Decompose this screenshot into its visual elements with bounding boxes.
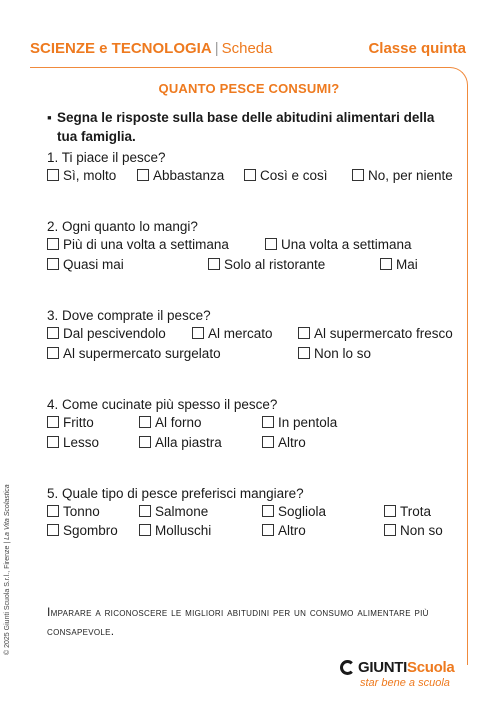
instruction-text: Segna le risposte sulla base delle abitudini alimentari della tua famiglia. xyxy=(57,110,435,144)
checkbox[interactable] xyxy=(47,238,59,250)
header-separator: | xyxy=(214,40,219,57)
q2-option-1[interactable]: Più di una volta a settimana xyxy=(47,237,229,255)
q4-option-6[interactable]: Altro xyxy=(262,435,306,453)
q4-option-3[interactable]: In pentola xyxy=(262,415,337,433)
checkbox[interactable] xyxy=(384,524,396,536)
logo-brand xyxy=(358,659,454,676)
q2-option-3[interactable]: Quasi mai xyxy=(47,257,124,275)
copyright-text: © 2025 Giunti Scuola S.r.l., Firenze | xyxy=(4,539,11,655)
q1-option-1[interactable]: Sì, molto xyxy=(47,168,116,186)
checkbox[interactable] xyxy=(262,416,274,428)
giunti-logo-icon xyxy=(340,660,355,675)
logo-brand-a: GIUNTI xyxy=(358,659,408,676)
checkbox[interactable] xyxy=(47,347,59,359)
publisher-logo xyxy=(340,660,470,700)
checkbox[interactable] xyxy=(139,416,151,428)
sheet-kind: Scheda xyxy=(221,40,273,57)
checkbox[interactable] xyxy=(262,524,274,536)
q4-option-4[interactable]: Lesso xyxy=(47,435,99,453)
checkbox[interactable] xyxy=(384,505,396,517)
q2-option-2[interactable]: Una volta a settimana xyxy=(265,237,412,255)
footer-note: Imparare a riconoscere le migliori abitudini per un consumo alimentare più consapevole. xyxy=(47,605,429,638)
instruction xyxy=(47,108,447,146)
q5-option-4[interactable]: Trota xyxy=(384,504,431,522)
copyright-publication: La Vita Scolastica xyxy=(4,484,11,540)
checkbox[interactable] xyxy=(380,258,392,270)
copyright-notice xyxy=(4,465,14,655)
checkbox[interactable] xyxy=(47,169,59,181)
checkbox[interactable] xyxy=(47,327,59,339)
checkbox[interactable] xyxy=(47,524,59,536)
checkbox[interactable] xyxy=(139,436,151,448)
checkbox[interactable] xyxy=(208,258,220,270)
checkbox[interactable] xyxy=(47,416,59,428)
class-level: Classe quinta xyxy=(368,40,466,57)
logo-tagline: star bene a scuola xyxy=(360,677,450,689)
question-1-title: 1. Ti piace il pesce? xyxy=(47,150,166,165)
checkbox[interactable] xyxy=(139,524,151,536)
page-header xyxy=(30,40,470,60)
q4-option-2[interactable]: Al forno xyxy=(139,415,202,433)
q5-option-2[interactable]: Salmone xyxy=(139,504,208,522)
q3-option-3[interactable]: Al supermercato fresco xyxy=(298,326,453,344)
checkbox[interactable] xyxy=(139,505,151,517)
subject-label xyxy=(30,40,272,57)
q2-option-4[interactable]: Solo al ristorante xyxy=(208,257,325,275)
question-4-title: 4. Come cucinate più spesso il pesce? xyxy=(47,397,278,412)
checkbox[interactable] xyxy=(47,258,59,270)
q4-option-1[interactable]: Fritto xyxy=(47,415,94,433)
checkbox[interactable] xyxy=(244,169,256,181)
q4-option-5[interactable]: Alla piastra xyxy=(139,435,222,453)
checkbox[interactable] xyxy=(352,169,364,181)
checkbox[interactable] xyxy=(298,327,310,339)
q3-option-4[interactable]: Al supermercato surgelato xyxy=(47,346,221,364)
checkbox[interactable] xyxy=(262,505,274,517)
checkbox[interactable] xyxy=(137,169,149,181)
q1-option-2[interactable]: Abbastanza xyxy=(137,168,224,186)
q1-option-4[interactable]: No, per niente xyxy=(352,168,453,186)
sheet-title: QUANTO PESCE CONSUMI? xyxy=(158,81,340,96)
q5-option-1[interactable]: Tonno xyxy=(47,504,100,522)
question-2-title: 2. Ogni quanto lo mangi? xyxy=(47,219,198,234)
q5-option-3[interactable]: Sogliola xyxy=(262,504,326,522)
q1-option-3[interactable]: Così e così xyxy=(244,168,328,186)
checkbox[interactable] xyxy=(192,327,204,339)
instruction-bullet: ▪ xyxy=(47,110,52,125)
checkbox[interactable] xyxy=(265,238,277,250)
q5-option-7[interactable]: Altro xyxy=(262,523,306,541)
checkbox[interactable] xyxy=(262,436,274,448)
q3-option-2[interactable]: Al mercato xyxy=(192,326,273,344)
question-3-title: 3. Dove comprate il pesce? xyxy=(47,308,211,323)
subject-name: SCIENZE e TECNOLOGIA xyxy=(30,40,212,57)
checkbox[interactable] xyxy=(47,505,59,517)
checkbox[interactable] xyxy=(298,347,310,359)
q5-option-5[interactable]: Sgombro xyxy=(47,523,118,541)
logo-brand-b: Scuola xyxy=(407,659,455,676)
q2-option-5[interactable]: Mai xyxy=(380,257,418,275)
q3-option-1[interactable]: Dal pescivendolo xyxy=(47,326,166,344)
q3-option-5[interactable]: Non lo so xyxy=(298,346,371,364)
q5-option-6[interactable]: Molluschi xyxy=(139,523,211,541)
question-5-title: 5. Quale tipo di pesce preferisci mangiare? xyxy=(47,486,304,501)
checkbox[interactable] xyxy=(47,436,59,448)
q5-option-8[interactable]: Non so xyxy=(384,523,443,541)
